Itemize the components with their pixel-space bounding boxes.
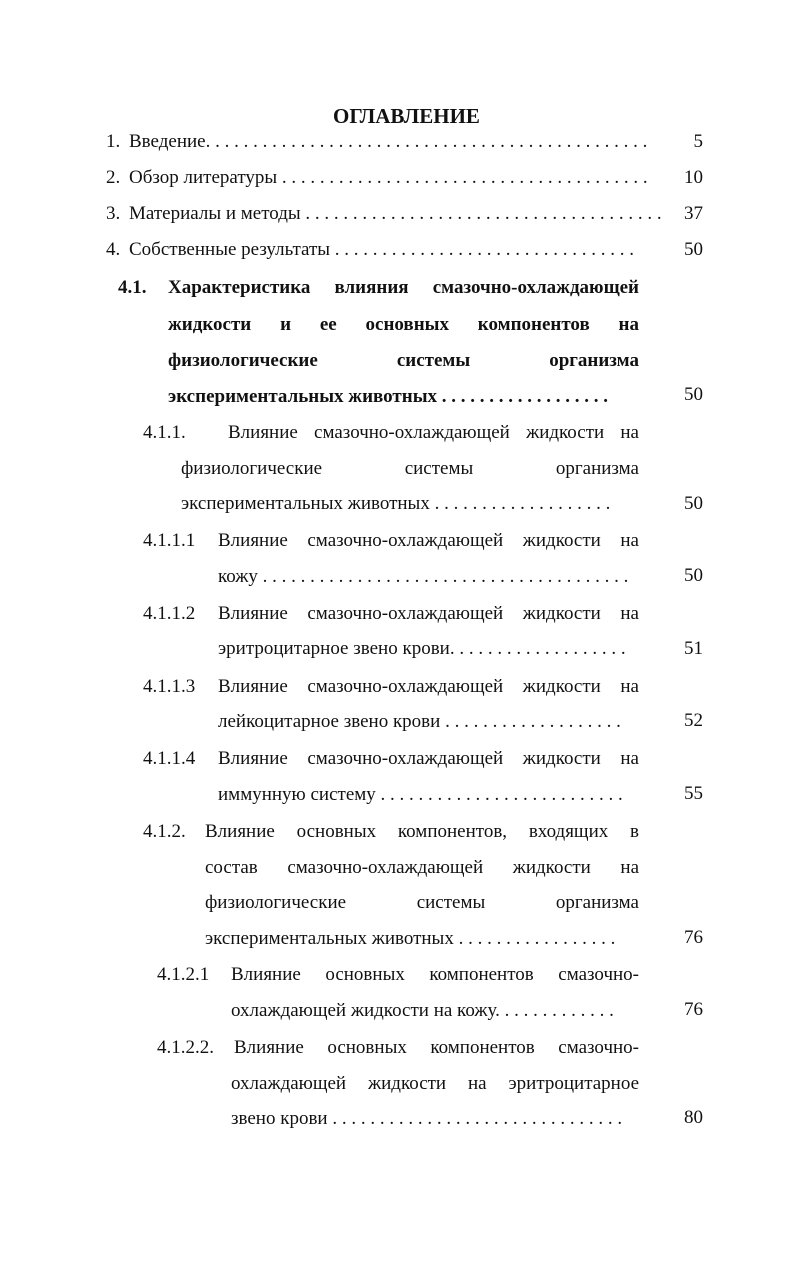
entry-number: 2. <box>106 167 121 188</box>
entry-page: 37 <box>684 203 703 224</box>
entry-number: 4.1.1.3 <box>143 676 196 697</box>
entry-line: состав смазочно-охлаждающей жидкости на <box>205 857 639 878</box>
entry-line: Обзор литературы . . . . . . . . . . . . . . . . . . . . . . . . . . . . . . . . . . . . . . . <box>129 167 648 188</box>
entry-line: Влияние основных компонентов, входящих в <box>205 821 639 842</box>
entry-number: 4.1. <box>118 277 147 298</box>
entry-line: Влияние смазочно-охлаждающей жидкости на <box>218 530 639 551</box>
entry-page: 76 <box>684 927 703 948</box>
entry-line: Влияние смазочно-охлаждающей жидкости на <box>228 422 639 443</box>
entry-line: физиологические системы организма <box>181 458 639 479</box>
entry-number: 4.1.1.2 <box>143 603 196 624</box>
page-title: ОГЛАВЛЕНИЕ <box>333 104 480 128</box>
entry-line: Влияние основных компонентов смазочно- <box>231 964 639 985</box>
entry-line: кожу . . . . . . . . . . . . . . . . . . . . . . . . . . . . . . . . . . . . . . . <box>218 566 629 587</box>
entry-line: звено крови . . . . . . . . . . . . . . . . . . . . . . . . . . . . . . . <box>231 1108 623 1129</box>
entry-number: 4.1.2.1 <box>157 964 210 985</box>
entry-line: Собственные результаты . . . . . . . . . . . . . . . . . . . . . . . . . . . . . . . . <box>129 239 635 260</box>
entry-line: Влияние смазочно-охлаждающей жидкости на <box>218 676 639 697</box>
entry-page: 51 <box>684 638 703 659</box>
entry-number: 1. <box>106 131 121 152</box>
entry-number: 4.1.2.2. <box>157 1037 214 1058</box>
entry-line: жидкости и ее основных компонентов на <box>168 314 639 335</box>
entry-line: физиологические системы организма <box>205 892 639 913</box>
entry-number: 3. <box>106 203 121 224</box>
entry-page: 76 <box>684 999 703 1020</box>
entry-page: 52 <box>684 710 703 731</box>
entry-page: 10 <box>684 167 703 188</box>
entry-line: Влияние основных компонентов смазочно- <box>234 1037 639 1058</box>
entry-line: Материалы и методы . . . . . . . . . . . . . . . . . . . . . . . . . . . . . . . . . . . . . . <box>129 203 662 224</box>
entry-line: эритроцитарное звено крови. . . . . . . . . . . . . . . . . . . <box>218 638 626 659</box>
entry-page: 5 <box>693 131 703 152</box>
entry-page: 80 <box>684 1107 703 1128</box>
entry-number: 4.1.1. <box>143 422 186 443</box>
entry-number: 4.1.1.4 <box>143 748 196 769</box>
entry-number: 4.1.2. <box>143 821 186 842</box>
entry-page: 50 <box>684 239 703 260</box>
entry-line: лейкоцитарное звено крови . . . . . . . . . . . . . . . . . . . <box>218 711 621 732</box>
entry-page: 50 <box>684 384 703 405</box>
entry-page: 50 <box>684 493 703 514</box>
entry-line: физиологические системы организма <box>168 350 639 371</box>
entry-page: 55 <box>684 783 703 804</box>
entry-line: Влияние смазочно-охлаждающей жидкости на <box>218 603 639 624</box>
entry-line: иммунную систему . . . . . . . . . . . . . . . . . . . . . . . . . . <box>218 784 623 805</box>
entry-page: 50 <box>684 565 703 586</box>
entry-line: Введение. . . . . . . . . . . . . . . . . . . . . . . . . . . . . . . . . . . . . . . . . . . . . . . <box>129 131 648 152</box>
entry-line: экспериментальных животных . . . . . . . . . . . . . . . . . <box>205 928 616 949</box>
entry-line: экспериментальных животных . . . . . . . . . . . . . . . . . . . <box>181 493 611 514</box>
entry-number: 4. <box>106 239 121 260</box>
entry-line: экспериментальных животных . . . . . . . . . . . . . . . . . . <box>168 386 609 407</box>
entry-line: Влияние смазочно-охлаждающей жидкости на <box>218 748 639 769</box>
entry-number: 4.1.1.1 <box>143 530 196 551</box>
entry-line: Характеристика влияния смазочно-охлаждающей <box>168 277 639 298</box>
entry-line: охлаждающей жидкости на кожу. . . . . . . . . . . . . <box>231 1000 614 1021</box>
entry-line: охлаждающей жидкости на эритроцитарное <box>231 1073 639 1094</box>
